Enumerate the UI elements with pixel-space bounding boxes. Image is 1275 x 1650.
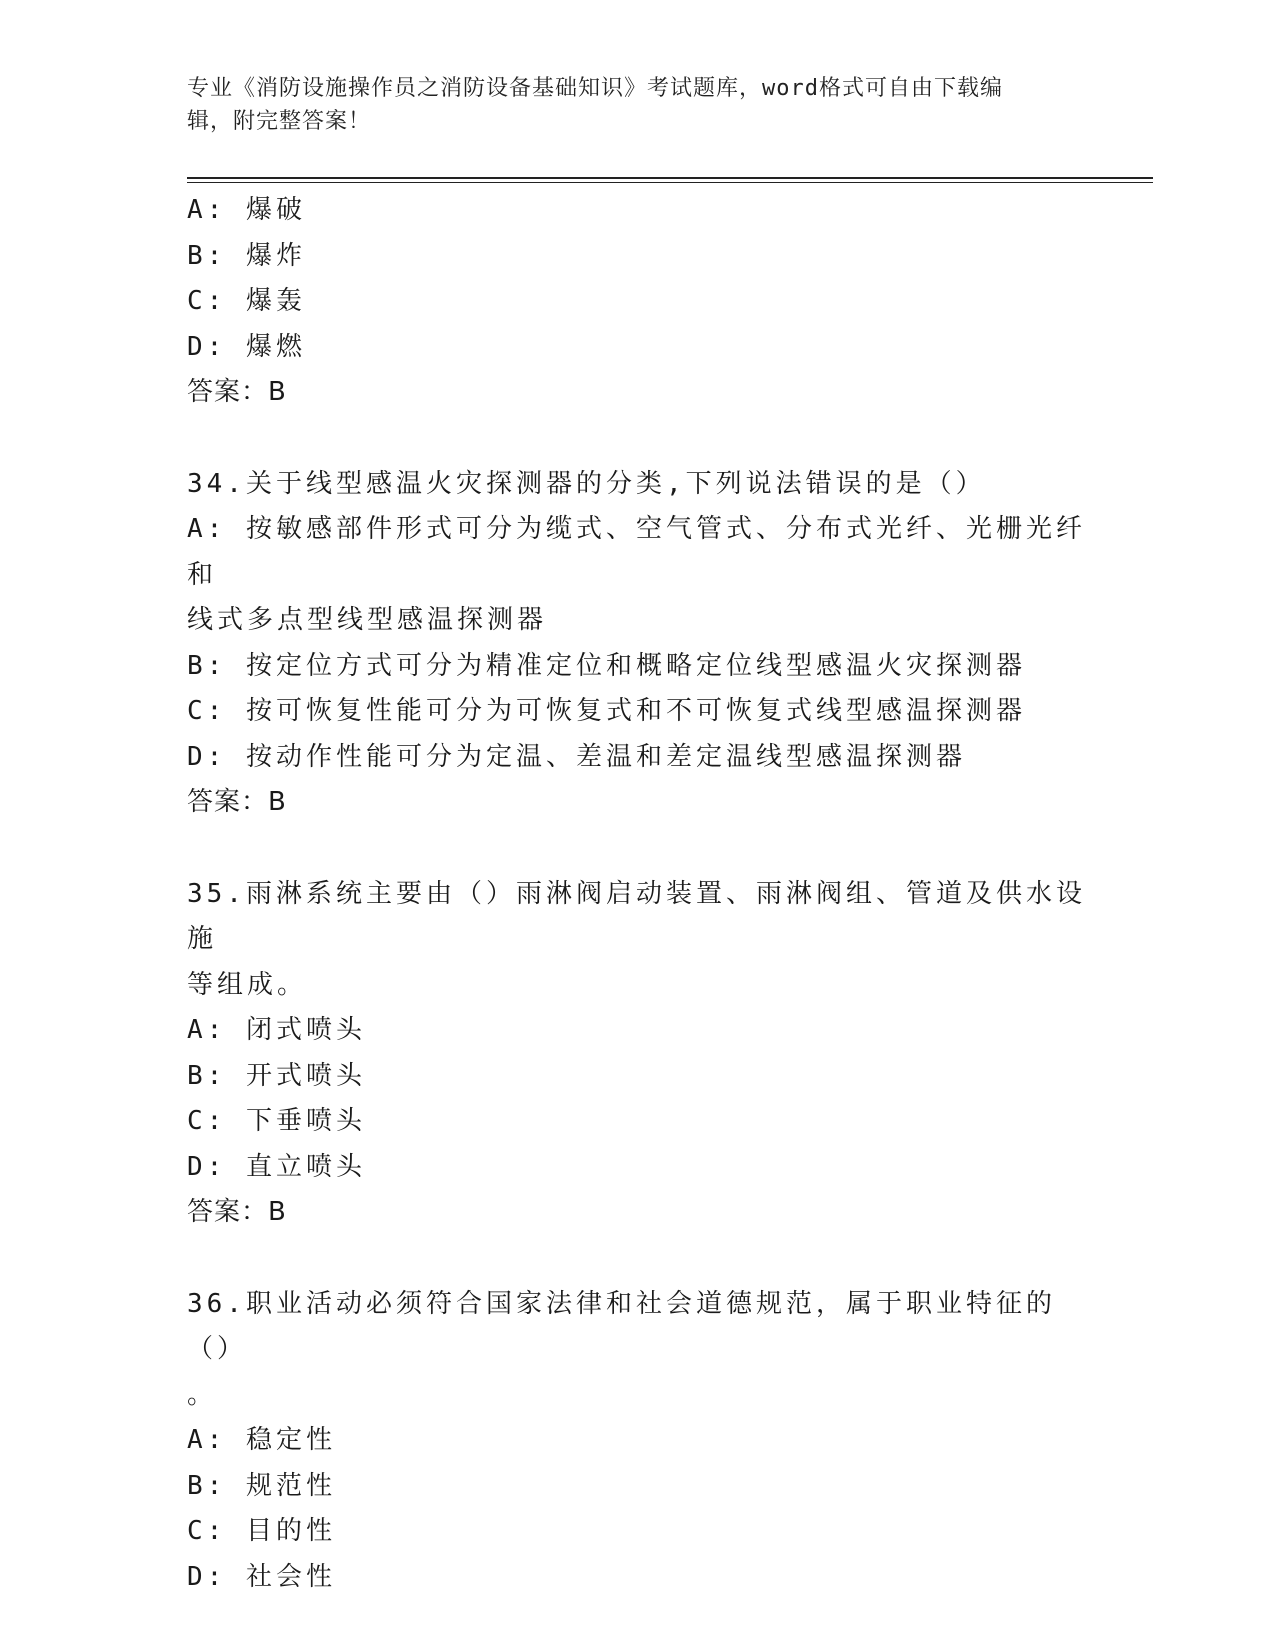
option-a: A: 稳定性	[187, 1425, 336, 1455]
header-divider-thick	[187, 177, 1153, 179]
option-a: A: 按敏感部件形式可分为缆式、空气管式、分布式光纤、光栅光纤和	[187, 514, 1086, 590]
question-text: 34.关于线型感温火灾探测器的分类,下列说法错误的是（）	[187, 468, 986, 499]
question-list	[187, 188, 1087, 1600]
question-text-continued: 等组成。	[187, 969, 308, 1000]
question-text: 35.雨淋系统主要由（）雨淋阀启动装置、雨淋阀组、管道及供水设施	[187, 878, 1086, 954]
option-a-continued: 线式多点型线型感温探测器	[187, 605, 548, 635]
question-block-33	[187, 188, 1087, 416]
question-block-34	[187, 462, 1087, 826]
option-a: A: 闭式喷头	[187, 1015, 366, 1045]
header-line-2: 辑，附完整答案！	[187, 109, 372, 134]
option-d: D: 爆燃	[187, 331, 306, 362]
option-a: A: 爆破	[187, 195, 306, 225]
answer-label: 答案：B	[187, 377, 287, 407]
header-divider-thin	[187, 182, 1153, 183]
option-b: B: 按定位方式可分为精准定位和概略定位线型感温火灾探测器	[187, 650, 1026, 681]
header-line-1: 专业《消防设施操作员之消防设备基础知识》考试题库，word格式可自由下载编	[187, 76, 1003, 101]
option-c: C: 下垂喷头	[187, 1106, 366, 1136]
spacer	[187, 1236, 1087, 1282]
question-block-35	[187, 872, 1087, 1236]
answer-label: 答案：B	[187, 1197, 287, 1227]
question-block-36	[187, 1282, 1087, 1601]
option-d: D: 社会性	[187, 1561, 336, 1592]
option-b: B: 开式喷头	[187, 1060, 366, 1091]
question-text-continued: 。	[187, 1379, 218, 1410]
spacer	[187, 826, 1087, 872]
answer-label: 答案：B	[187, 787, 287, 817]
option-d: D: 直立喷头	[187, 1151, 366, 1182]
option-b: B: 爆炸	[187, 240, 306, 271]
page-header	[187, 72, 1087, 138]
option-d: D: 按动作性能可分为定温、差温和差定温线型感温探测器	[187, 741, 966, 772]
option-c: C: 目的性	[187, 1516, 336, 1546]
question-text: 36.职业活动必须符合国家法律和社会道德规范，属于职业特征的（）	[187, 1288, 1056, 1364]
option-c: C: 按可恢复性能可分为可恢复式和不可恢复式线型感温探测器	[187, 696, 1026, 726]
spacer	[187, 416, 1087, 462]
option-b: B: 规范性	[187, 1470, 336, 1501]
option-c: C: 爆轰	[187, 286, 306, 316]
